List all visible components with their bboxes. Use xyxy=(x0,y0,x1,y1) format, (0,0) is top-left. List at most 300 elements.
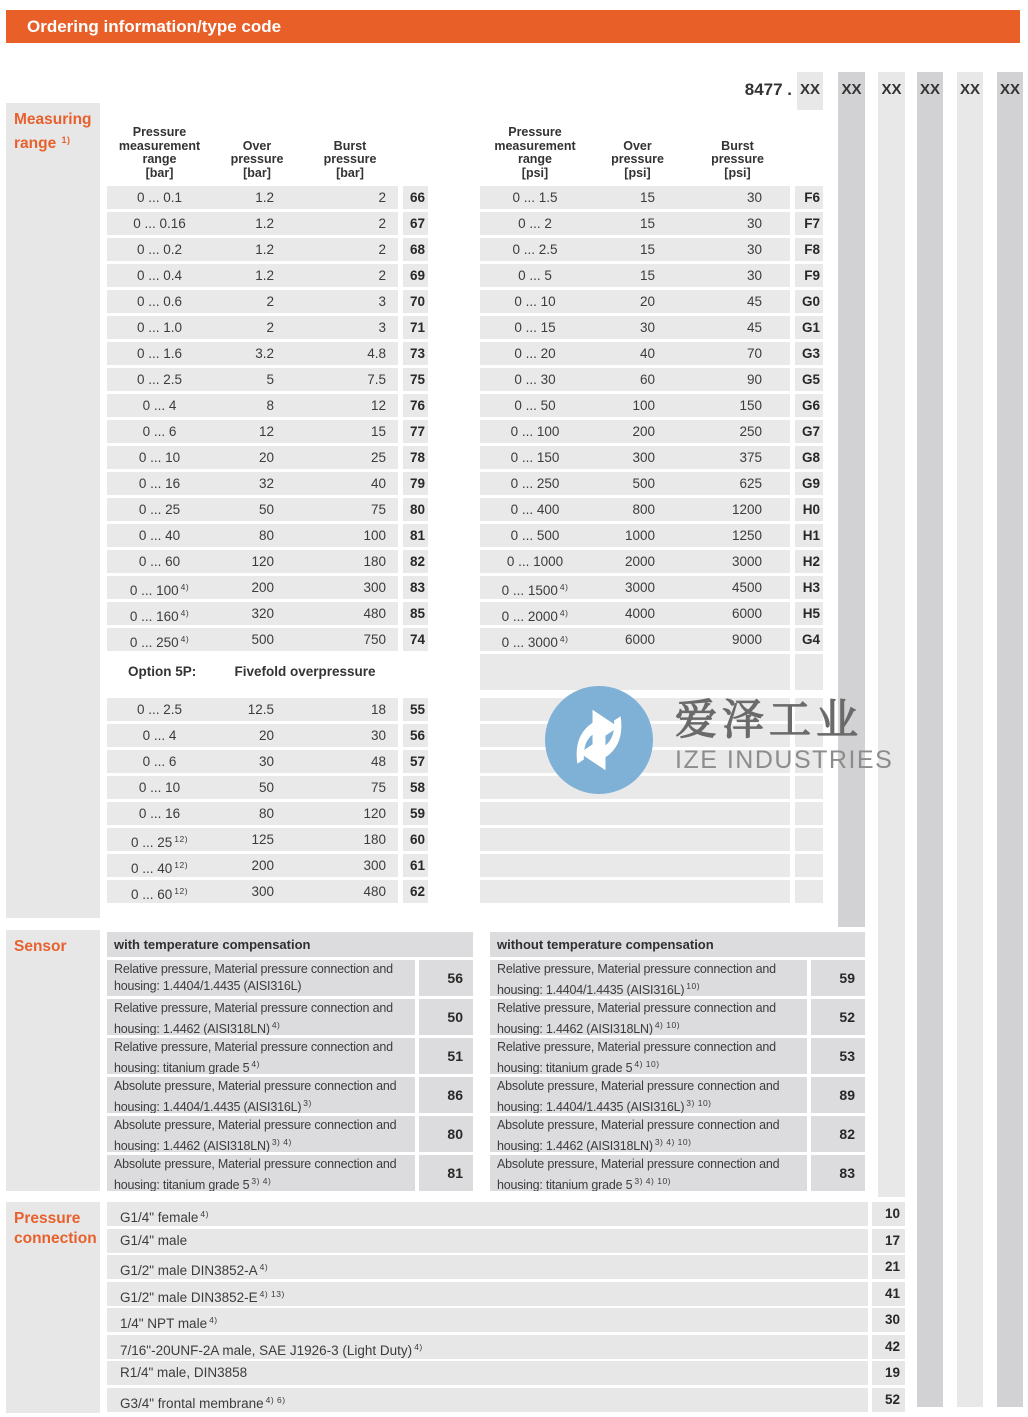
row-band xyxy=(107,524,398,547)
code-cell: G9 xyxy=(795,472,823,495)
sensor-row xyxy=(107,1116,473,1152)
range-cell: 0 ... 25 xyxy=(138,502,181,517)
code-cell: G3 xyxy=(795,342,823,365)
table-row xyxy=(107,446,428,469)
sensor-description xyxy=(490,1116,807,1152)
table-row xyxy=(107,238,428,261)
burst-pressure-cell: 30 xyxy=(746,216,762,231)
over-pressure-cell: 320 xyxy=(251,606,274,621)
range-cell: 0 ... 5 xyxy=(518,268,552,283)
code-cell: 80 xyxy=(419,1116,473,1152)
burst-pressure-cell: 300 xyxy=(363,858,386,873)
range-header xyxy=(107,126,212,180)
code-cell: 81 xyxy=(403,524,428,547)
row-band xyxy=(107,776,398,799)
row-band xyxy=(107,880,398,903)
row-band xyxy=(480,550,790,573)
over-pressure-cell: 500 xyxy=(632,476,655,491)
footnote-marker: 10) xyxy=(686,981,701,991)
footnote-marker: 3) xyxy=(303,1098,312,1108)
description-line: housing: 1.4462 (AISI318LN) $^{4)}$ xyxy=(114,1020,281,1035)
over-pressure-cell: 5 xyxy=(266,372,274,387)
burst-pressure-cell: 2 xyxy=(378,242,386,257)
description-line: housing: 1.4462 (AISI318LN) $^{3) 4)}$ xyxy=(114,1137,292,1152)
code-cell: G6 xyxy=(795,394,823,417)
label-text: Measuring xyxy=(14,111,92,128)
burst-pressure-cell: 30 xyxy=(746,190,762,205)
range-cell: 0 ... 2000 $^{4)}$ xyxy=(501,608,569,624)
range-cell: 0 ... 10 xyxy=(514,294,556,309)
row-band xyxy=(107,802,398,825)
row-band xyxy=(107,264,398,287)
row-band xyxy=(480,828,790,851)
footnote-marker: 4) xyxy=(180,634,190,644)
table-row xyxy=(107,290,428,313)
row-band xyxy=(480,186,790,209)
header-line: [psi] xyxy=(624,165,651,180)
table-row xyxy=(480,264,823,287)
code-cell: 52 xyxy=(872,1388,905,1412)
code-cell: H3 xyxy=(795,576,823,599)
burst-pressure-cell xyxy=(685,854,790,877)
code-cell: 67 xyxy=(403,212,428,235)
description-line: housing: titanium grade 5 $^{4) 10)}$ xyxy=(497,1059,660,1074)
range-cell: 0 ... 60 $^{12)}$ xyxy=(130,886,189,902)
connection-description: G1/4" female $^{4)}$ xyxy=(107,1202,868,1226)
table-row xyxy=(107,368,428,391)
row-band xyxy=(107,602,398,625)
code-cell: 74 xyxy=(403,628,428,651)
code-cell: H2 xyxy=(795,550,823,573)
table-row xyxy=(480,602,823,625)
over-pressure-cell xyxy=(590,828,685,851)
table-rows xyxy=(480,186,823,651)
type-code-segment-4-column xyxy=(917,72,943,1407)
range-cell: 0 ... 10 xyxy=(138,450,181,465)
pressure-connection-row xyxy=(107,1229,905,1253)
footnote-marker: 12) xyxy=(174,886,189,896)
table-row xyxy=(107,854,428,877)
range-cell: 0 ... 50 xyxy=(514,398,556,413)
over-pressure-cell: 1.2 xyxy=(255,242,274,257)
range-cell: 0 ... 40 xyxy=(138,528,181,543)
table-row xyxy=(480,628,823,651)
label-text: Sensor xyxy=(14,938,67,955)
over-pressure-cell: 30 xyxy=(639,320,655,335)
sensor-table-without-compensation xyxy=(490,932,865,1194)
header-line: [psi] xyxy=(521,165,549,180)
header-line: pressure xyxy=(323,152,377,166)
row-band xyxy=(480,264,790,287)
row-band xyxy=(107,576,398,599)
type-code-xx: XX xyxy=(919,81,940,98)
row-band xyxy=(107,750,398,773)
burst-pressure-cell: 180 xyxy=(363,832,386,847)
footnote-marker: 4) xyxy=(259,1262,269,1272)
table-row xyxy=(480,498,823,521)
code-cell: G4 xyxy=(795,628,823,651)
table-row xyxy=(480,446,823,469)
row-band xyxy=(107,212,398,235)
range-cell: 0 ... 0.2 xyxy=(136,242,183,257)
code-cell: 78 xyxy=(403,446,428,469)
range-cell: 0 ... 0.1 xyxy=(136,190,183,205)
header-line: Burst xyxy=(333,138,367,153)
footnote-marker: 3) 4) xyxy=(251,1176,272,1186)
description-line: housing: titanium grade 5 $^{3) 4) 10)}$ xyxy=(497,1176,671,1191)
table-row xyxy=(480,802,823,825)
range-cell xyxy=(480,880,590,903)
burst-pressure-cell: 625 xyxy=(739,476,762,491)
over-pressure-cell: 15 xyxy=(639,190,655,205)
row-band xyxy=(480,290,790,313)
row-band xyxy=(480,472,790,495)
type-code-xx: XX xyxy=(959,81,980,98)
row-band xyxy=(107,394,398,417)
connection-description: G1/2" male DIN3852-E $^{4) 13)}$ xyxy=(107,1282,868,1306)
burst-pressure-cell: 375 xyxy=(739,450,762,465)
table-header-row xyxy=(107,108,428,186)
range-cell: 0 ... 16 xyxy=(138,806,181,821)
code-cell: 68 xyxy=(403,238,428,261)
over-pressure-cell: 80 xyxy=(258,806,274,821)
table-row xyxy=(480,394,823,417)
header-line: range xyxy=(142,152,177,166)
over-pressure-cell xyxy=(590,654,685,690)
burst-pressure-cell: 75 xyxy=(370,780,386,795)
code-cell: 69 xyxy=(403,264,428,287)
header-line: Over xyxy=(242,138,272,153)
description-line: housing: 1.4404/1.4435 (AISI316L) $^{3)}$ xyxy=(114,1098,312,1113)
over-pressure-cell: 60 xyxy=(639,372,655,387)
header-line: [bar] xyxy=(243,165,271,180)
connection-description: 1/4" NPT male $^{4)}$ xyxy=(107,1308,868,1332)
sensor-table-header: without temperature compensation xyxy=(490,932,865,957)
code-cell: 41 xyxy=(872,1282,905,1306)
burst-pressure-cell: 120 xyxy=(363,806,386,821)
over-pressure-cell: 1.2 xyxy=(255,190,274,205)
burst-pressure-cell: 4500 xyxy=(731,580,762,595)
range-cell: 0 ... 10 xyxy=(138,780,181,795)
burst-pressure-cell: 15 xyxy=(370,424,386,439)
code-cell: 77 xyxy=(403,420,428,443)
range-cell: 0 ... 2.5 xyxy=(136,702,183,717)
over-pressure-cell: 200 xyxy=(251,858,274,873)
pressure-connection-table xyxy=(107,1202,905,1414)
code-cell: F8 xyxy=(795,238,823,261)
range-cell: 0 ... 500 xyxy=(510,528,560,543)
burst-pressure-cell: 3 xyxy=(378,320,386,335)
table-row xyxy=(480,420,823,443)
range-cell: 0 ... 0.6 xyxy=(136,294,183,309)
page-title: Ordering information/type code xyxy=(6,10,1020,43)
table-row xyxy=(107,472,428,495)
sensor-row xyxy=(490,1155,865,1191)
over-pressure-cell: 32 xyxy=(258,476,274,491)
description-line: Absolute pressure, Material pressure connection and xyxy=(114,1157,397,1171)
burst-header xyxy=(685,140,790,181)
table-row xyxy=(480,654,823,690)
table-row xyxy=(107,550,428,573)
footnote-marker: 4) xyxy=(559,608,569,618)
burst-pressure-cell: 1250 xyxy=(731,528,762,543)
watermark-chinese: 爱泽工业 xyxy=(675,696,864,743)
burst-pressure-cell: 2 xyxy=(378,216,386,231)
over-pressure-cell: 20 xyxy=(258,728,274,743)
footnote-marker: 3) 4) xyxy=(271,1137,292,1147)
burst-pressure-cell xyxy=(685,802,790,825)
over-pressure-cell: 15 xyxy=(639,216,655,231)
range-cell: 0 ... 3000 $^{4)}$ xyxy=(501,634,569,650)
burst-pressure-cell: 4.8 xyxy=(367,346,386,361)
table-row xyxy=(107,316,428,339)
type-code-xx: XX xyxy=(999,81,1020,98)
description-line: Absolute pressure, Material pressure connection and xyxy=(114,1079,397,1093)
description-line: Relative pressure, Material pressure connection and xyxy=(497,1040,776,1054)
table-row xyxy=(107,602,428,625)
table-row xyxy=(107,776,428,799)
code-cell: 42 xyxy=(872,1335,905,1359)
row-band xyxy=(107,368,398,391)
over-pressure-cell: 6000 xyxy=(624,632,655,647)
code-cell: 59 xyxy=(403,802,428,825)
row-band xyxy=(480,628,790,651)
table-row xyxy=(107,750,428,773)
footnote-marker: 1) xyxy=(61,135,71,145)
description-line: Relative pressure, Material pressure connection and xyxy=(114,1040,393,1054)
range-cell: 0 ... 4 xyxy=(142,398,177,413)
code-cell: 56 xyxy=(419,960,473,996)
table-row xyxy=(107,698,428,721)
code-cell: G8 xyxy=(795,446,823,469)
burst-pressure-cell: 2 xyxy=(378,268,386,283)
range-cell: 0 ... 1.5 xyxy=(512,190,558,205)
burst-pressure-cell: 480 xyxy=(363,884,386,899)
header-line: pressure xyxy=(711,152,764,166)
sensor-description xyxy=(490,1155,807,1191)
sensor-description xyxy=(107,960,415,996)
row-band xyxy=(107,550,398,573)
range-cell: 0 ... 60 xyxy=(138,554,181,569)
code-cell: 75 xyxy=(403,368,428,391)
description-line: housing: 1.4462 (AISI318LN) $^{4) 10)}$ xyxy=(497,1020,681,1035)
range-cell: 0 ... 2 xyxy=(518,216,552,231)
range-cell: 0 ... 0.4 xyxy=(136,268,183,283)
row-band xyxy=(107,446,398,469)
type-code-prefix: 8477 . xyxy=(744,80,792,99)
table-row xyxy=(480,238,823,261)
description-line: Absolute pressure, Material pressure connection and xyxy=(114,1118,397,1132)
row-band xyxy=(107,828,398,851)
code-cell: 10 xyxy=(872,1202,905,1226)
code-cell: 85 xyxy=(403,602,428,625)
over-pressure-cell: 1.2 xyxy=(255,268,274,283)
table-row xyxy=(107,828,428,851)
burst-pressure-cell: 48 xyxy=(370,754,386,769)
code-cell: 83 xyxy=(403,576,428,599)
description-line: housing: 1.4404/1.4435 (AISI316L) xyxy=(114,979,302,993)
code-cell: 66 xyxy=(403,186,428,209)
over-header xyxy=(212,140,302,181)
pressure-connection-row xyxy=(107,1202,905,1226)
burst-pressure-cell: 480 xyxy=(363,606,386,621)
sensor-row xyxy=(490,960,865,996)
sensor-row xyxy=(107,1155,473,1191)
range-cell: 0 ... 100 xyxy=(510,424,560,439)
label-text: connection xyxy=(14,1230,97,1247)
header-line: [psi] xyxy=(724,165,751,180)
burst-pressure-cell xyxy=(685,880,790,903)
row-band xyxy=(480,602,790,625)
sensor-row xyxy=(107,960,473,996)
code-cell xyxy=(795,654,823,690)
table-rows xyxy=(107,960,473,1191)
table-row xyxy=(480,186,823,209)
range-cell xyxy=(480,854,590,877)
row-band xyxy=(480,394,790,417)
sensor-row xyxy=(107,1038,473,1074)
header-line: [bar] xyxy=(336,165,364,180)
burst-pressure-cell: 90 xyxy=(746,372,762,387)
burst-pressure-cell: 30 xyxy=(370,728,386,743)
over-pressure-cell: 20 xyxy=(639,294,655,309)
row-band xyxy=(480,854,790,877)
header-line: pressure xyxy=(230,152,284,166)
burst-pressure-cell: 70 xyxy=(746,346,762,361)
description-line: housing: 1.4462 (AISI318LN) $^{3) 4) 10)}$ xyxy=(497,1137,692,1152)
code-cell xyxy=(795,880,823,903)
code-cell: 51 xyxy=(419,1038,473,1074)
code-cell xyxy=(795,854,823,877)
description-line: housing: titanium grade 5 $^{4)}$ xyxy=(114,1059,260,1074)
burst-pressure-cell: 45 xyxy=(746,320,762,335)
row-band xyxy=(480,802,790,825)
range-cell xyxy=(480,654,590,690)
code-cell: 82 xyxy=(811,1116,865,1152)
code-cell: 21 xyxy=(872,1255,905,1279)
description-line: housing: 1.4404/1.4435 (AISI316L) $^{10)}$ xyxy=(497,981,701,996)
range-cell: 0 ... 1500 $^{4)}$ xyxy=(501,582,569,598)
sensor-description xyxy=(490,999,807,1035)
code-cell: H0 xyxy=(795,498,823,521)
code-cell: 52 xyxy=(811,999,865,1035)
table-row xyxy=(480,290,823,313)
code-cell: 59 xyxy=(811,960,865,996)
footnote-marker: 4) 10) xyxy=(654,1020,681,1030)
range-cell: 0 ... 16 xyxy=(138,476,181,491)
footnote-marker: 4) xyxy=(414,1341,423,1352)
code-cell: 79 xyxy=(403,472,428,495)
header-line: Over xyxy=(623,138,652,153)
footnote-marker: 4) xyxy=(271,1020,281,1030)
table-row xyxy=(107,880,428,903)
table-row xyxy=(107,524,428,547)
description-line: Relative pressure, Material pressure connection and xyxy=(497,962,776,976)
section-label-pressure-connection xyxy=(6,1202,100,1413)
range-header xyxy=(480,126,590,180)
row-band xyxy=(480,498,790,521)
connection-description: G1/2" male DIN3852-A $^{4)}$ xyxy=(107,1255,868,1279)
range-cell: 0 ... 1.6 xyxy=(136,346,183,361)
code-cell: F6 xyxy=(795,186,823,209)
burst-pressure-cell: 40 xyxy=(370,476,386,491)
description-line: Relative pressure, Material pressure connection and xyxy=(114,1001,393,1015)
footnote-marker: 4) xyxy=(209,1315,218,1325)
over-pressure-cell xyxy=(590,854,685,877)
table-row xyxy=(480,524,823,547)
burst-pressure-cell: 9000 xyxy=(731,632,762,647)
burst-pressure-cell xyxy=(685,654,790,690)
code-cell: G7 xyxy=(795,420,823,443)
code-cell: 17 xyxy=(872,1229,905,1253)
header-line: pressure xyxy=(611,152,664,166)
burst-pressure-cell xyxy=(685,828,790,851)
range-cell: 0 ... 160 $^{4)}$ xyxy=(129,608,190,624)
row-band xyxy=(107,472,398,495)
range-cell: 0 ... 6 xyxy=(142,754,177,769)
range-cell xyxy=(480,802,590,825)
table-rows xyxy=(107,186,428,651)
sensor-description xyxy=(490,960,807,996)
sensor-row xyxy=(107,1077,473,1113)
over-pressure-cell: 50 xyxy=(258,780,274,795)
sensor-description xyxy=(107,1155,415,1191)
footnote-marker: 3) 10) xyxy=(686,1098,712,1108)
table-rows xyxy=(490,960,865,1191)
option-label: Option 5P: xyxy=(128,664,197,679)
burst-pressure-cell: 75 xyxy=(370,502,386,517)
table-row xyxy=(480,342,823,365)
type-code-xx: XX xyxy=(799,81,820,98)
section-label-sensor xyxy=(6,930,100,1191)
table-row xyxy=(480,550,823,573)
footnote-marker: 3) 4) 10) xyxy=(634,1176,671,1186)
table-row xyxy=(107,342,428,365)
sensor-description xyxy=(490,1077,807,1113)
code-cell: F7 xyxy=(795,212,823,235)
code-cell: F9 xyxy=(795,264,823,287)
burst-pressure-cell: 180 xyxy=(363,554,386,569)
over-pressure-cell: 125 xyxy=(251,832,274,847)
range-cell: 0 ... 30 xyxy=(514,372,556,387)
header-line: measurement xyxy=(118,138,201,153)
burst-pressure-cell: 300 xyxy=(363,580,386,595)
row-band xyxy=(107,854,398,877)
row-band xyxy=(480,880,790,903)
code-cell: 60 xyxy=(403,828,428,851)
range-cell: 0 ... 1.0 xyxy=(136,320,183,335)
description-line: Relative pressure, Material pressure connection and xyxy=(497,1001,776,1015)
description-line: Absolute pressure, Material pressure connection and xyxy=(497,1118,780,1132)
watermark xyxy=(545,686,893,794)
over-pressure-cell: 4000 xyxy=(624,606,655,621)
burst-pressure-cell: 30 xyxy=(746,268,762,283)
over-pressure-cell: 20 xyxy=(258,450,274,465)
sensor-table-header: with temperature compensation xyxy=(107,932,473,957)
code-cell xyxy=(795,828,823,851)
code-cell: 89 xyxy=(811,1077,865,1113)
over-pressure-cell: 30 xyxy=(258,754,274,769)
over-pressure-cell: 1000 xyxy=(624,528,655,543)
sensor-row xyxy=(490,1038,865,1074)
over-pressure-cell: 800 xyxy=(632,502,655,517)
connection-description: R1/4" male, DIN3858 xyxy=(107,1361,868,1385)
row-band xyxy=(480,524,790,547)
header-line: range xyxy=(517,152,553,166)
over-pressure-cell: 15 xyxy=(639,268,655,283)
sensor-row xyxy=(490,1077,865,1113)
footnote-marker: 4) xyxy=(251,1059,260,1069)
